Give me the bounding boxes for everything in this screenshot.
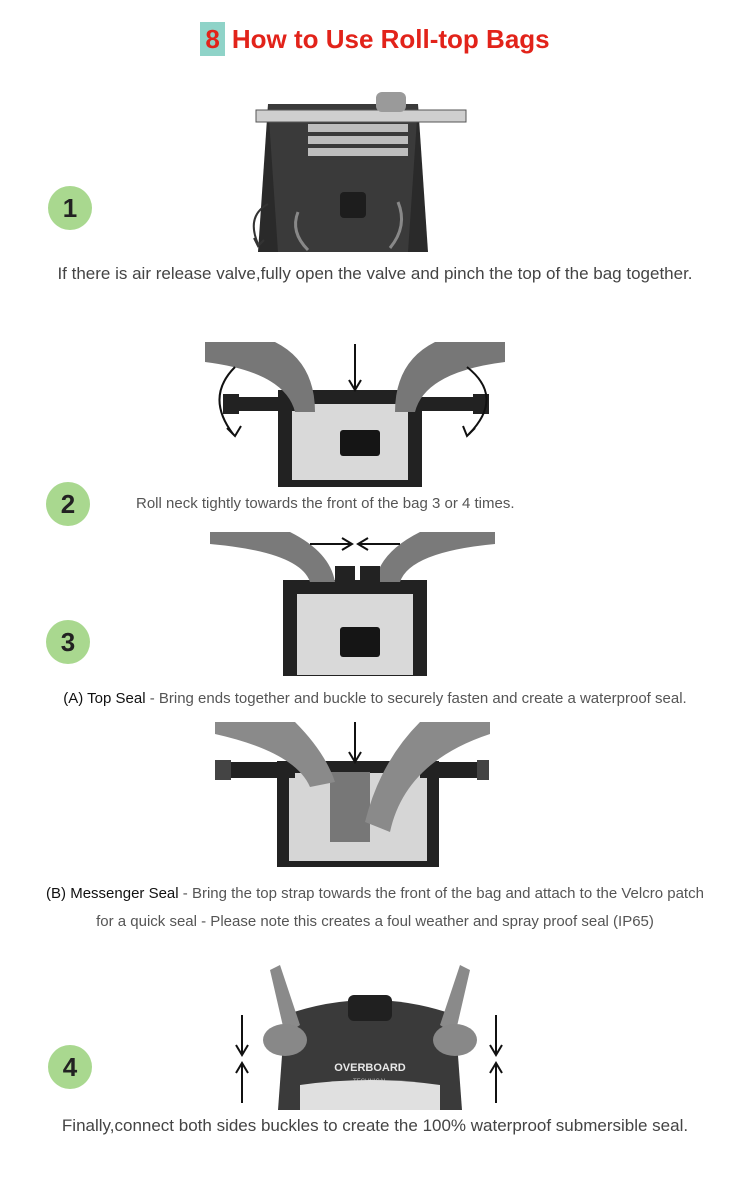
- step-3-messenger-seal-photo: [215, 722, 490, 867]
- step-3-messenger-seal-caption-line-2: for a quick seal - Please note this creates a foul weather and spray proof seal (IP65): [96, 913, 654, 930]
- section-title: How to Use Roll-top Bags: [231, 24, 550, 54]
- step-2-badge: 2: [46, 482, 90, 526]
- step-3-badge: 3: [46, 620, 90, 664]
- step-3-top-seal-caption: [0, 690, 750, 707]
- step-2-caption: Roll neck tightly towards the front of the bag 3 or 4 times.: [136, 495, 515, 512]
- page-title: [0, 22, 750, 56]
- top-seal-label: (A) Top Seal: [63, 690, 146, 707]
- messenger-seal-label: (B) Messenger Seal: [46, 885, 179, 902]
- step-4-caption: Finally,connect both sides buckles to create the 100% waterproof submersible seal.: [61, 1116, 689, 1135]
- step-2-photo: [205, 342, 505, 487]
- step-1-photo: [248, 92, 478, 252]
- messenger-seal-text: - Bring the top strap towards the front of the bag and attach to the Velcro patch: [178, 885, 704, 902]
- step-3-messenger-seal-caption: [0, 885, 750, 902]
- step-1-badge: 1: [48, 186, 92, 230]
- overboard-logo: OVERBOARD: [334, 1062, 406, 1074]
- section-number-badge: 8: [200, 22, 224, 56]
- step-1-caption: If there is air release valve,fully open the valve and pinch the top of the bag together.: [57, 264, 693, 283]
- step-3-top-seal-photo: [210, 532, 495, 676]
- step-4-badge: 4: [48, 1045, 92, 1089]
- step-4-photo: [230, 965, 510, 1110]
- top-seal-text: - Bring ends together and buckle to securely fasten and create a waterproof seal.: [145, 690, 687, 707]
